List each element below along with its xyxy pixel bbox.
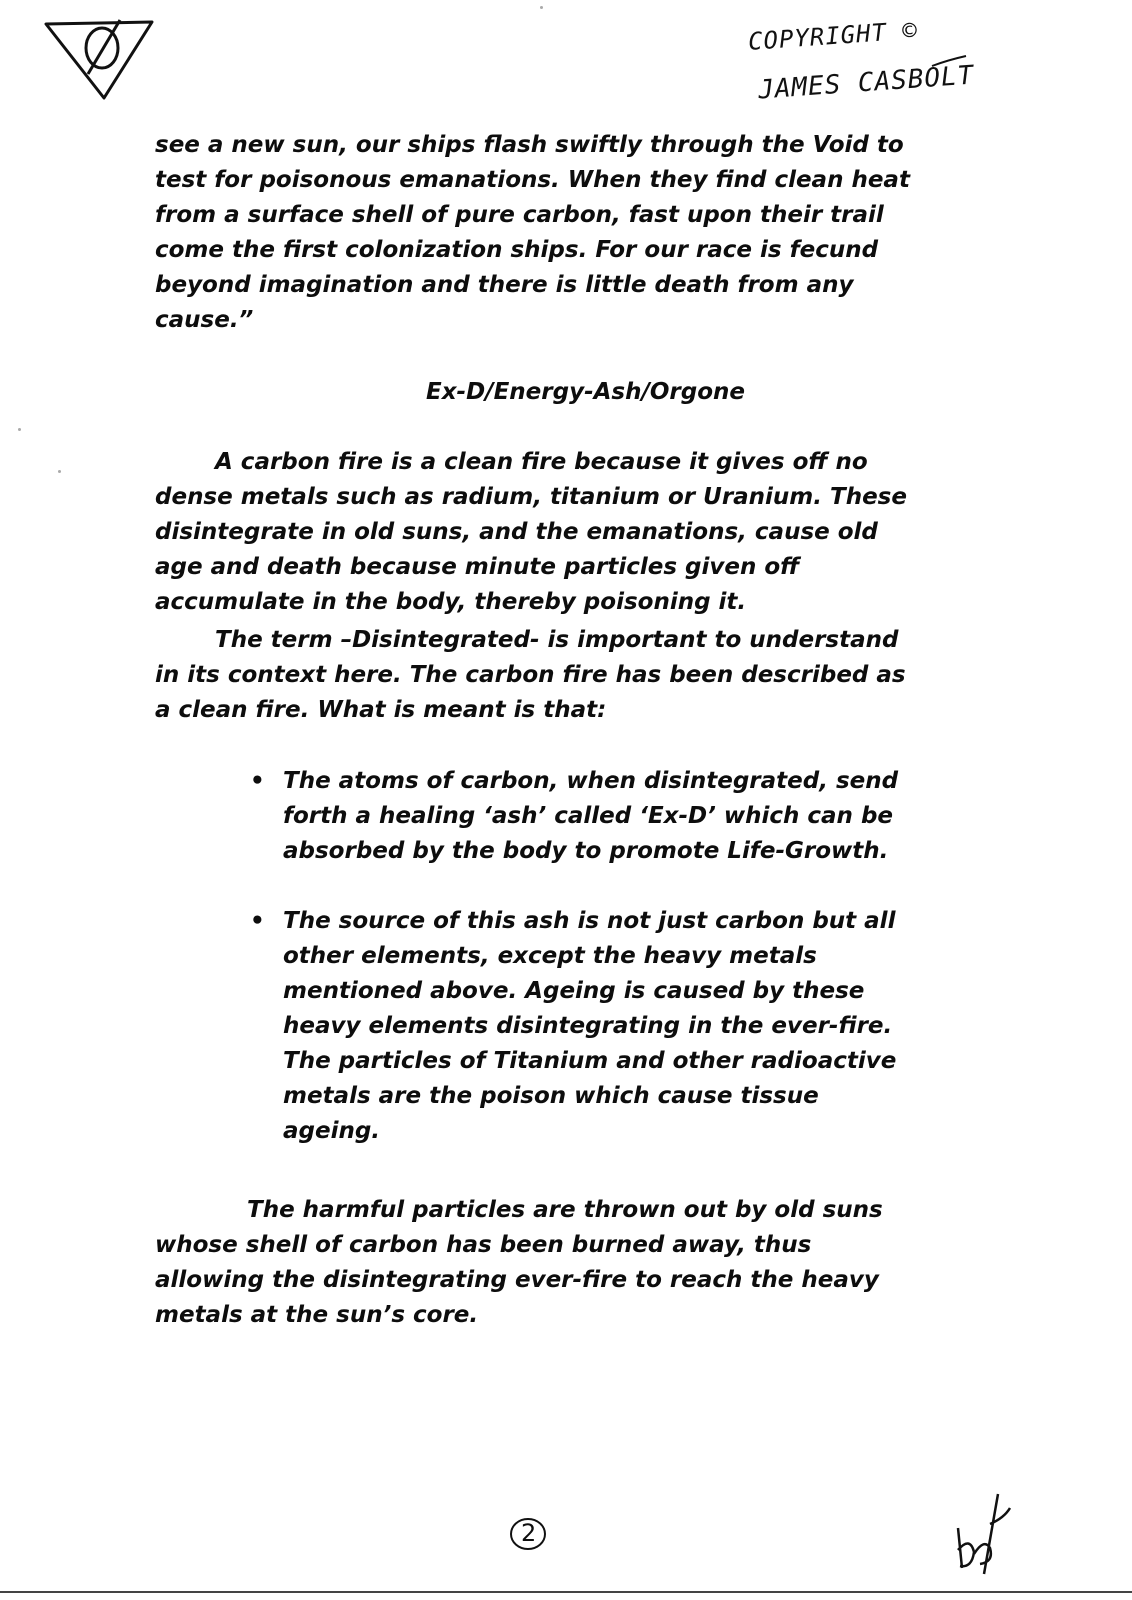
text-line: metals are the poison which cause tissue [283,1083,819,1109]
text-line: a clean fire. What is meant is that: [155,697,607,723]
bullet-list [250,764,898,1149]
text-line: metals at the sun’s core. [155,1302,479,1328]
text-line: other elements, except the heavy metals [283,943,817,969]
text-line: whose shell of carbon has been burned away, thus [155,1232,812,1258]
text-line: The term –Disintegrated- is important to understand [215,627,899,653]
text-line: accumulate in the body, thereby poisoning it. [155,589,747,615]
text-line: allowing the disintegrating ever-fire to reach the heavy [155,1267,879,1293]
text-line: test for poisonous emanations. When they find clean heat [155,167,910,193]
list-item [250,904,898,1149]
section-heading: Ex-D/Energy-Ash/Orgone [426,379,746,405]
closing-paragraph [155,1193,883,1333]
text-line: see a new sun, our ships flash swiftly through the Void to [155,132,904,158]
body-paragraph-1 [155,445,907,620]
intro-paragraph [155,128,910,338]
text-line: mentioned above. Ageing is caused by these [283,978,865,1004]
body-paragraph-2 [155,623,906,728]
text-line: The source of this ash is not just carbon but all [283,908,896,934]
list-item [250,764,898,869]
text-line: The harmful particles are thrown out by old suns [247,1197,883,1223]
bullet-marker: • [250,768,265,794]
text-line: The particles of Titanium and other radioactive [283,1048,897,1074]
bullet-marker: • [250,908,265,934]
text-line: A carbon fire is a clean fire because it gives off no [215,449,868,475]
text-line: age and death because minute particles given off [155,554,800,580]
text-line: ageing. [283,1118,381,1144]
copyright-line-1: COPYRIGHT © [747,16,919,56]
text-line: dense metals such as radium, titanium or Uranium. These [155,484,907,510]
text-line: absorbed by the body to promote Life-Growth. [283,838,889,864]
text-line: disintegrate in old suns, and the emanations, cause old [155,519,878,545]
initials-signature-icon [950,1488,1020,1578]
text-line: from a surface shell of pure carbon, fast upon their trail [155,202,884,228]
text-line: heavy elements disintegrating in the ever-fire. [283,1013,893,1039]
copyright-flourish-icon [930,52,970,82]
scan-edge-line [0,1591,1132,1593]
text-line: forth a healing ‘ash’ called ‘Ex-D’ which can be [283,803,894,829]
text-line: The atoms of carbon, when disintegrated, send [283,768,899,794]
triangle-emblem-icon [42,14,158,104]
text-line: beyond imagination and there is little death from any [155,272,854,298]
text-line: in its context here. The carbon fire has been described as [155,662,906,688]
copyright-line-2: JAMES CASBOLT [757,60,976,106]
text-line: cause.” [155,307,254,333]
scan-speck [540,6,543,9]
scan-speck [18,428,21,431]
text-line: come the first colonization ships. For our race is fecund [155,237,879,263]
page-number-text: 2 [521,1519,537,1547]
page-number [508,1516,548,1552]
scan-speck [58,470,61,473]
